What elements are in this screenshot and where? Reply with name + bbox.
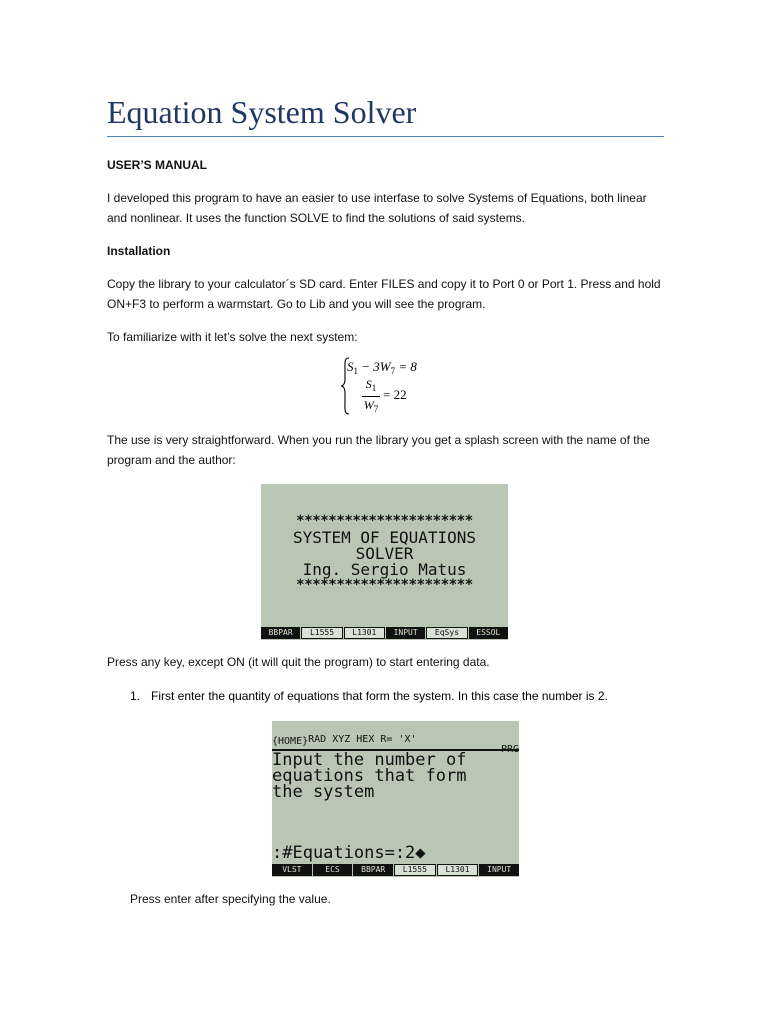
num-sub-s: 1 (371, 383, 377, 393)
eq1-minus-three: − 3 (358, 359, 380, 374)
menu-key-eqsys: EqSys (426, 627, 467, 639)
menu-key-input: INPUT (386, 627, 425, 639)
menu-key-l1555-2: L1555 (394, 864, 436, 876)
status-right: PRG (500, 744, 519, 755)
users-manual-heading: USER’S MANUAL (107, 158, 208, 172)
input-menu-bar (272, 864, 519, 876)
equation-2-fraction (362, 377, 380, 416)
menu-key-bbpar-2: BBPAR (353, 864, 393, 876)
eq1-var-w: W (379, 359, 391, 374)
menu-key-l1555: L1555 (301, 627, 342, 639)
fraction-numerator (362, 377, 380, 395)
splash-stars-top: ********************** (296, 513, 473, 529)
prompt-line-2: equations that form (272, 766, 467, 786)
press-any-key-paragraph: Press any key, except ON (it will quit the program) to start entering data. (107, 655, 490, 669)
eq1-sub-w: 7 (390, 366, 396, 376)
prompt-line-3: the system (272, 782, 375, 802)
installation-paragraph: Copy the library to your calculator´s SD card. Enter FILES and copy it to Port 0 or Port 1. Press and hold ON+F3 to perform a warmstart. Go to Lib and you will see the program. (107, 277, 661, 311)
page-title: Equation System Solver (107, 94, 417, 130)
eq2-result: = 22 (383, 387, 407, 402)
press-enter-paragraph: Press enter after specifying the value. (130, 892, 331, 906)
calculator-splash-screen (261, 484, 508, 640)
home-directory: {HOME} (272, 736, 309, 747)
step-1-number: 1. (130, 689, 141, 703)
splash-menu-bar (261, 627, 508, 639)
installation-heading: Installation (107, 244, 171, 258)
splash-stars-bottom: ********************** (296, 577, 473, 593)
menu-key-input-2: INPUT (479, 864, 519, 876)
fraction-bar (362, 396, 380, 397)
step-1-text: First enter the quantity of equations that form the system. In this case the number is 2. (151, 689, 608, 703)
num-var-s: S (365, 377, 372, 391)
prompt-line-1: Input the number of (272, 750, 467, 770)
equation-1 (347, 359, 417, 376)
splash-line-2: SOLVER (355, 544, 414, 563)
menu-key-bbpar: BBPAR (261, 627, 300, 639)
familiarize-paragraph: To familiarize with it let’s solve the next system: (107, 330, 358, 344)
calculator-input-screen (272, 721, 519, 877)
den-sub-w: 7 (373, 404, 379, 414)
menu-key-l1301-2: L1301 (437, 864, 479, 876)
use-paragraph: The use is very straightforward. When you run the library you get a splash screen with the name of the program and the author: (107, 433, 650, 467)
title-underline (107, 136, 664, 137)
menu-key-vlst: VLST (272, 864, 312, 876)
eq1-result: = 8 (395, 359, 417, 374)
splash-line-3: Ing. Sergio Matus (302, 560, 467, 579)
intro-paragraph: I developed this program to have an easier to use interfase to solve Systems of Equations, both linear and nonlinear. It uses the function SOLVE to find the solutions of said systems. (107, 191, 647, 225)
eq1-sub-s: 1 (353, 366, 358, 376)
den-var-w: W (363, 398, 374, 412)
menu-key-l1301: L1301 (344, 627, 385, 639)
fraction-denominator (362, 398, 380, 416)
status-text: RAD XYZ HEX R= 'X' (308, 734, 417, 745)
eq1-var-s: S (347, 359, 354, 374)
menu-key-essol: ESSOL (469, 627, 508, 639)
menu-key-ecs: ECS (313, 864, 353, 876)
splash-line-1: SYSTEM OF EQUATIONS (292, 528, 477, 547)
equation-system (340, 359, 460, 417)
equations-input-line: :#Equations=:2◆ (272, 843, 426, 863)
